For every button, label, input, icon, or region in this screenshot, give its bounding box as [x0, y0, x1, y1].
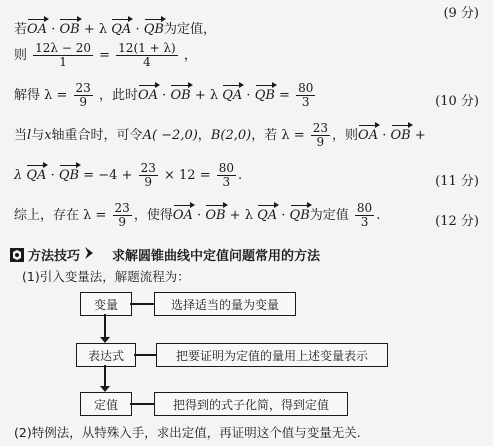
equation-line-4 — [14, 122, 426, 149]
numerator: 12λ − 20 — [35, 41, 91, 55]
fraction — [296, 82, 315, 109]
vector-qa: QA — [26, 164, 46, 182]
vector-oa: OA — [27, 18, 47, 36]
vector-qa: QA — [257, 204, 277, 222]
method-icon — [10, 248, 24, 262]
dot-operator: · — [50, 168, 55, 184]
flow-desc-expression: 把要证明为定值的量用上述变量表示 — [156, 343, 388, 367]
vector-qb: QB — [255, 84, 275, 102]
vector-ob: OB — [205, 204, 225, 222]
flow-box-constant: 定值 — [80, 392, 132, 416]
denominator: 9 — [79, 95, 87, 110]
connector-line — [130, 303, 154, 305]
fraction — [116, 42, 178, 69]
dot-operator: · — [246, 88, 251, 104]
dot-operator: · — [51, 22, 56, 37]
text: ， — [183, 48, 197, 64]
denominator: 3 — [222, 175, 231, 190]
denominator: 1 — [59, 55, 67, 70]
text: 则 — [14, 48, 28, 64]
fraction — [113, 202, 132, 229]
section-subtitle: 求解圆锥曲线中定值问题常用的方法 — [112, 249, 321, 264]
operator: + — [414, 128, 426, 144]
vector-qa: QA — [111, 18, 131, 36]
numerator: 23 — [140, 161, 156, 175]
text: 若 — [14, 22, 28, 37]
denominator: 3 — [301, 95, 310, 110]
numerator: 23 — [114, 201, 130, 215]
section-header — [10, 245, 320, 264]
operator: + λ — [194, 88, 219, 104]
variable-l: l — [27, 128, 32, 144]
point-a: A( −2,0) — [142, 128, 198, 144]
flow-box-expression: 表达式 — [76, 343, 136, 367]
text: . — [376, 208, 381, 224]
equals: = — [279, 88, 290, 104]
flow-desc-constant: 把得到的式子化简，得到定值 — [154, 392, 348, 416]
vector-ob: OB — [59, 18, 79, 36]
operator: + λ — [229, 208, 253, 224]
text: 与 — [31, 128, 45, 144]
text: × 12 = — [164, 168, 211, 184]
vector-qb: QB — [59, 164, 79, 182]
vector-oa: OA — [358, 124, 378, 142]
fraction — [217, 162, 236, 189]
text: ，若 λ = — [251, 128, 305, 144]
denominator: 9 — [118, 215, 126, 230]
vector-oa: OA — [173, 204, 193, 222]
score-label: (11 分) — [435, 174, 479, 189]
dot-operator: · — [162, 88, 167, 104]
point-b: B(2,0) — [210, 128, 252, 144]
vector-ob: OB — [391, 124, 411, 142]
text: 轴重合时，可令 — [51, 128, 143, 144]
text: ， — [197, 128, 211, 144]
connector-line — [130, 403, 154, 405]
fraction — [74, 82, 93, 109]
equals: = — [99, 48, 111, 64]
variable-x: x — [44, 128, 52, 144]
dot-operator: · — [281, 208, 286, 224]
dot-operator: · — [135, 22, 140, 37]
text: ，使得 — [133, 208, 173, 224]
denominator: 3 — [360, 215, 369, 230]
fraction — [355, 202, 374, 229]
vector-qa: QA — [222, 84, 242, 102]
text: 解得 λ = — [14, 88, 68, 104]
fraction — [311, 122, 330, 149]
text: ，则 — [332, 128, 359, 144]
text: 当 — [14, 128, 28, 144]
flow-box-variable: 变量 — [80, 292, 132, 316]
lambda: λ — [14, 168, 23, 184]
section-title: 方法技巧 — [28, 249, 81, 264]
text: = −4 + — [83, 168, 133, 184]
numerator: 80 — [298, 81, 314, 95]
vector-qb: QB — [290, 204, 310, 222]
score-label: (12 分) — [435, 214, 479, 229]
text: ，此时 — [98, 88, 138, 104]
equation-line-6 — [14, 202, 380, 229]
chevron-right-icon — [84, 246, 96, 264]
equation-line-2 — [14, 42, 197, 69]
score-label: (9 分) — [443, 6, 479, 21]
equation-line-5 — [14, 162, 242, 189]
dot-operator: · — [197, 208, 202, 224]
connector-line — [134, 354, 156, 356]
vector-qb: QB — [144, 18, 164, 36]
dot-operator: · — [382, 128, 387, 144]
method-2-text: (2)特例法，从特殊入手，求出定值，再证明这个值与变量无关. — [14, 425, 361, 440]
numerator: 23 — [312, 121, 329, 135]
denominator: 4 — [143, 55, 151, 70]
text: 综上，存在 λ = — [14, 208, 107, 224]
score-label: (10 分) — [435, 94, 479, 109]
operator: + λ — [83, 22, 108, 37]
fraction — [139, 162, 158, 189]
fraction — [33, 42, 93, 69]
text: 为定值 — [309, 208, 349, 224]
numerator: 80 — [218, 161, 235, 175]
equation-line-3 — [14, 82, 317, 109]
method-1-text: (1)引入变量法，解题流程为： — [22, 269, 190, 284]
text: . — [238, 168, 243, 184]
text: 为定值， — [163, 22, 216, 37]
equation-line-1 — [14, 18, 216, 37]
numerator: 80 — [356, 201, 373, 215]
vector-oa: OA — [138, 84, 158, 102]
denominator: 9 — [316, 135, 325, 150]
denominator: 9 — [144, 175, 153, 190]
vector-ob: OB — [170, 84, 190, 102]
numerator: 23 — [75, 81, 91, 95]
flow-desc-variable: 选择适当的量为变量 — [154, 292, 296, 316]
numerator: 12(1 + λ) — [118, 41, 176, 55]
